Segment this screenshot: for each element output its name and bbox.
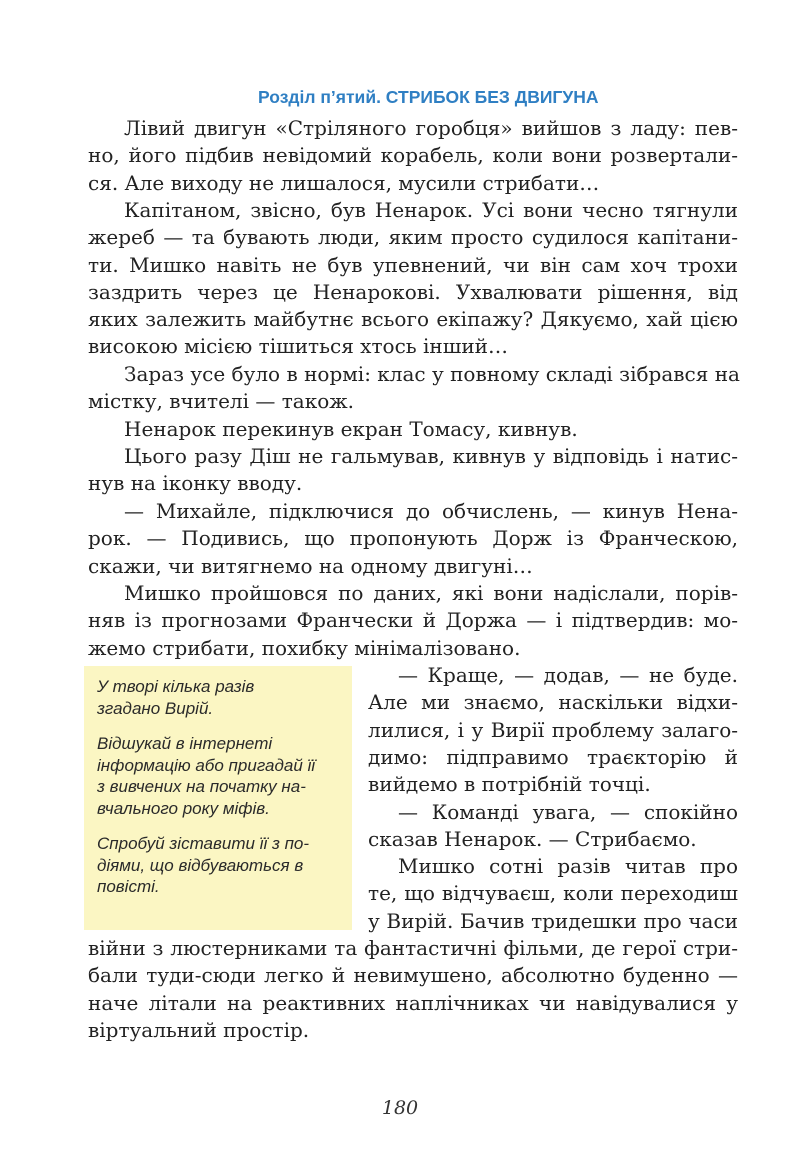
paragraph (88, 580, 738, 662)
text-line: у Вирій. Бачив тридешки про часи (368, 908, 738, 933)
text-line: Але ми знаємо, наскільки відхи- (368, 690, 738, 715)
paragraph (88, 115, 738, 197)
sidebar-note-paragraph (97, 833, 340, 898)
sidebar-note-line: Спробуй зіставити її з по- (97, 834, 310, 853)
text-line: війни з люстерниками та фантастичні фільми, де герої стри- (88, 936, 738, 960)
text-line: рок. — Подивись, що пропонують Дорж із Франческою, (88, 526, 738, 551)
text-line: — Команді увага, — спокійно (398, 800, 738, 824)
sidebar-note-line: повісті. (97, 877, 160, 896)
text-line: яких залежить майбутнє всього екіпажу? Дякуємо, хай цією (88, 307, 738, 332)
text-line: но, його підбив невідомий корабель, коли вони розвертали- (88, 143, 738, 168)
paragraph (88, 443, 738, 498)
paragraph (88, 197, 738, 361)
text-line: жемо стрибати, похибку мінімалізовано. (88, 635, 521, 660)
sidebar-note-line: згадано Вирій. (97, 698, 214, 718)
paragraph (88, 498, 738, 580)
sidebar-note-paragraph (97, 733, 340, 819)
sidebar-note-line: Відшукай в інтернеті (97, 734, 273, 753)
text-line: — Михайле, підключися до обчислень, — кинув Ненa- (124, 499, 738, 523)
text-line: бали туди-сюди легко й невимушено, абсолютно буденно — (88, 963, 738, 988)
sidebar-note (84, 666, 352, 930)
text-line: нув на іконку вводу. (88, 471, 303, 496)
text-line: Капітаном, звісно, був Ненарок. Усі вони чесно тягнули (124, 198, 738, 222)
text-line: сказав Ненарок. — Стрибаємо. (368, 827, 697, 852)
text-line: — Краще, — додав, — не буде. (398, 663, 738, 687)
paragraph (88, 935, 738, 1044)
paragraph (88, 416, 738, 443)
sidebar-note-line: вчального року міфів. (97, 798, 270, 818)
paragraph (368, 799, 738, 854)
text-line: віртуальний простір. (88, 1017, 310, 1042)
text-line: наче літали на реактивних наплічниках чи навідувалися у (88, 990, 738, 1015)
sidebar-note-line: діями, що відбуваються в (97, 855, 304, 875)
text-line: димо: підправимо траєкторію й (368, 744, 738, 769)
text-line: лилися, і у Вирії проблему залаго- (368, 717, 738, 742)
text-line: жереб — та бувають люди, яким просто судилося капітани- (88, 225, 738, 250)
sidebar-note-paragraph (97, 676, 340, 719)
text-line: ся. Але виходу не лишалося, мусили стрибати… (88, 170, 600, 195)
text-line: містку, вчителі — також. (88, 389, 355, 414)
text-line: няв із прогнозами Франчески й Доржа — і підтвердив: мо- (88, 608, 738, 633)
sidebar-note-line: з вивчених на початку на- (97, 777, 306, 796)
sidebar-note-line: інформацію або пригадай її (97, 755, 316, 775)
text-line: вийдемо в потрібній точці. (368, 772, 651, 797)
text-line: Ненарок перекинув екран Томасу, кивнув. (124, 417, 578, 441)
paragraph (88, 361, 738, 416)
text-line: те, що відчуваєш, коли переходиш (368, 881, 738, 906)
text-line: Мишко сотні разів читав про (398, 854, 738, 878)
paragraph (368, 853, 738, 935)
text-line: Мишко пройшовся по даних, які вони надіслали, порів- (124, 581, 738, 605)
sidebar-note-line: У творі кілька разів (97, 677, 255, 696)
text-line: високою місією тішиться хтось інший… (88, 334, 508, 359)
chapter-title: Розділ п’ятий. СТРИБОК БЕЗ ДВИГУНА (258, 87, 599, 107)
page-number: 180 (381, 1097, 419, 1119)
text-line: скажи, чи витягнемо на одному двигуні… (88, 553, 533, 578)
text-line: Цього разу Діш не гальмував, кивнув у відповідь і натис- (124, 444, 738, 468)
text-line: Зараз усе було в нормі: клас у повному складі зібрався на (124, 362, 740, 386)
paragraph (368, 662, 738, 798)
text-line: ти. Мишко навіть не був упевнений, чи він сам хоч трохи (88, 252, 738, 277)
text-line: Лівий двигун «Стріляного горобця» вийшов з ладу: пев- (124, 116, 738, 140)
text-line: заздрить через це Ненарокові. Ухвалювати рішення, від (88, 279, 738, 304)
